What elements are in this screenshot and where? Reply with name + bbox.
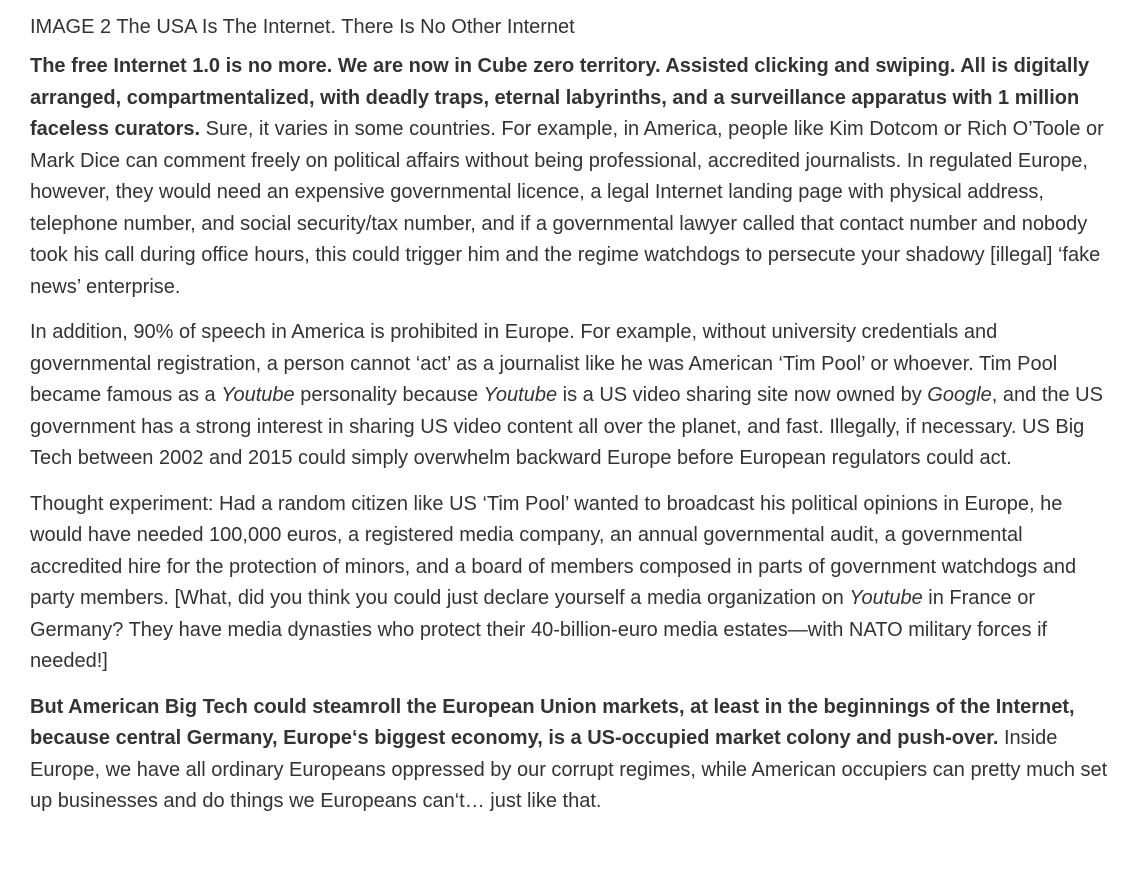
paragraph-4-bold-lead: But American Big Tech could steamroll the European Union markets, at least in the beginnings of the Internet, because central Germany, Europe‘s biggest economy, is a US-occupied market colony and push-over.: [30, 695, 1075, 749]
paragraph-1-text: Sure, it varies in some countries. For example, in America, people like Kim Dotcom or Rich O’Toole or Mark Dice can comment freely on political affairs without being professional, accredited journalists. In regulated Europe, however, they would need an expensive governmental licence, a legal Internet landing page with physical address, telephone number, and social security/tax number, and if a governmental lawyer called that contact number and nobody took his call during office hours, this could trigger him and the regime watchdogs to persecute your shadowy [illegal] ‘fake news’ enterprise.: [30, 118, 1104, 298]
paragraph-3-text-b: in France or Germany? They have media dynasties who protect their 40-billion-euro media estates—with NATO military forces if needed!]: [30, 587, 1048, 672]
paragraph-2-text-a: In addition, 90% of speech in America is prohibited in Europe. For example, without university credentials and governmental registration, a person cannot ‘act’ as a journalist like he was American ‘Tim Pool’ or whoever. Tim Pool became famous as a: [30, 321, 1058, 406]
article-body: [30, 14, 1110, 832]
paragraph-2: [30, 317, 1110, 475]
paragraph-1-bold-lead: The free Internet 1.0 is no more. We are now in Cube zero territory. Assisted clicking and swiping. All is digitally arranged, compartmentalized, with deadly traps, eternal labyrinths, and a surveillance apparatus with 1 million faceless curators.: [30, 55, 1090, 140]
youtube-emphasis: Youtube: [483, 384, 558, 406]
paragraph-1: [30, 51, 1110, 303]
paragraph-2-text-c: is a US video sharing site now owned by: [557, 384, 928, 406]
paragraph-3: [30, 489, 1110, 678]
paragraph-3-text-a: Thought experiment: Had a random citizen like US ‘Tim Pool’ wanted to broadcast his political opinions in Europe, he would have needed 100,000 euros, a registered media company, an annual governmental audit, a governmental accredited hire for the protection of minors, and a board of members composed in parts of government watchdogs and party members. [What, did you think you could just declare yourself a media organization on: [30, 492, 1077, 609]
image-caption: IMAGE 2 The USA Is The Internet. There Is No Other Internet: [30, 16, 575, 38]
paragraph-2-text-b: personality because: [294, 384, 484, 406]
google-emphasis: Google: [927, 384, 992, 406]
paragraph-2-text-d: , and the US government has a strong interest in sharing US video content all over the planet, and fast. Illegally, if necessary. US Big Tech between 2002 and 2015 could simply overwhelm backward Europe before European regulators could act.: [30, 384, 1103, 469]
paragraph-4: [30, 692, 1110, 818]
paragraph-4-text: Inside Europe, we have all ordinary Europeans oppressed by our corrupt regimes, while American occupiers can pretty much set up businesses and do things we Europeans can‘t… just like that.: [30, 727, 1108, 812]
youtube-emphasis: Youtube: [849, 587, 923, 609]
youtube-emphasis: Youtube: [221, 384, 295, 406]
